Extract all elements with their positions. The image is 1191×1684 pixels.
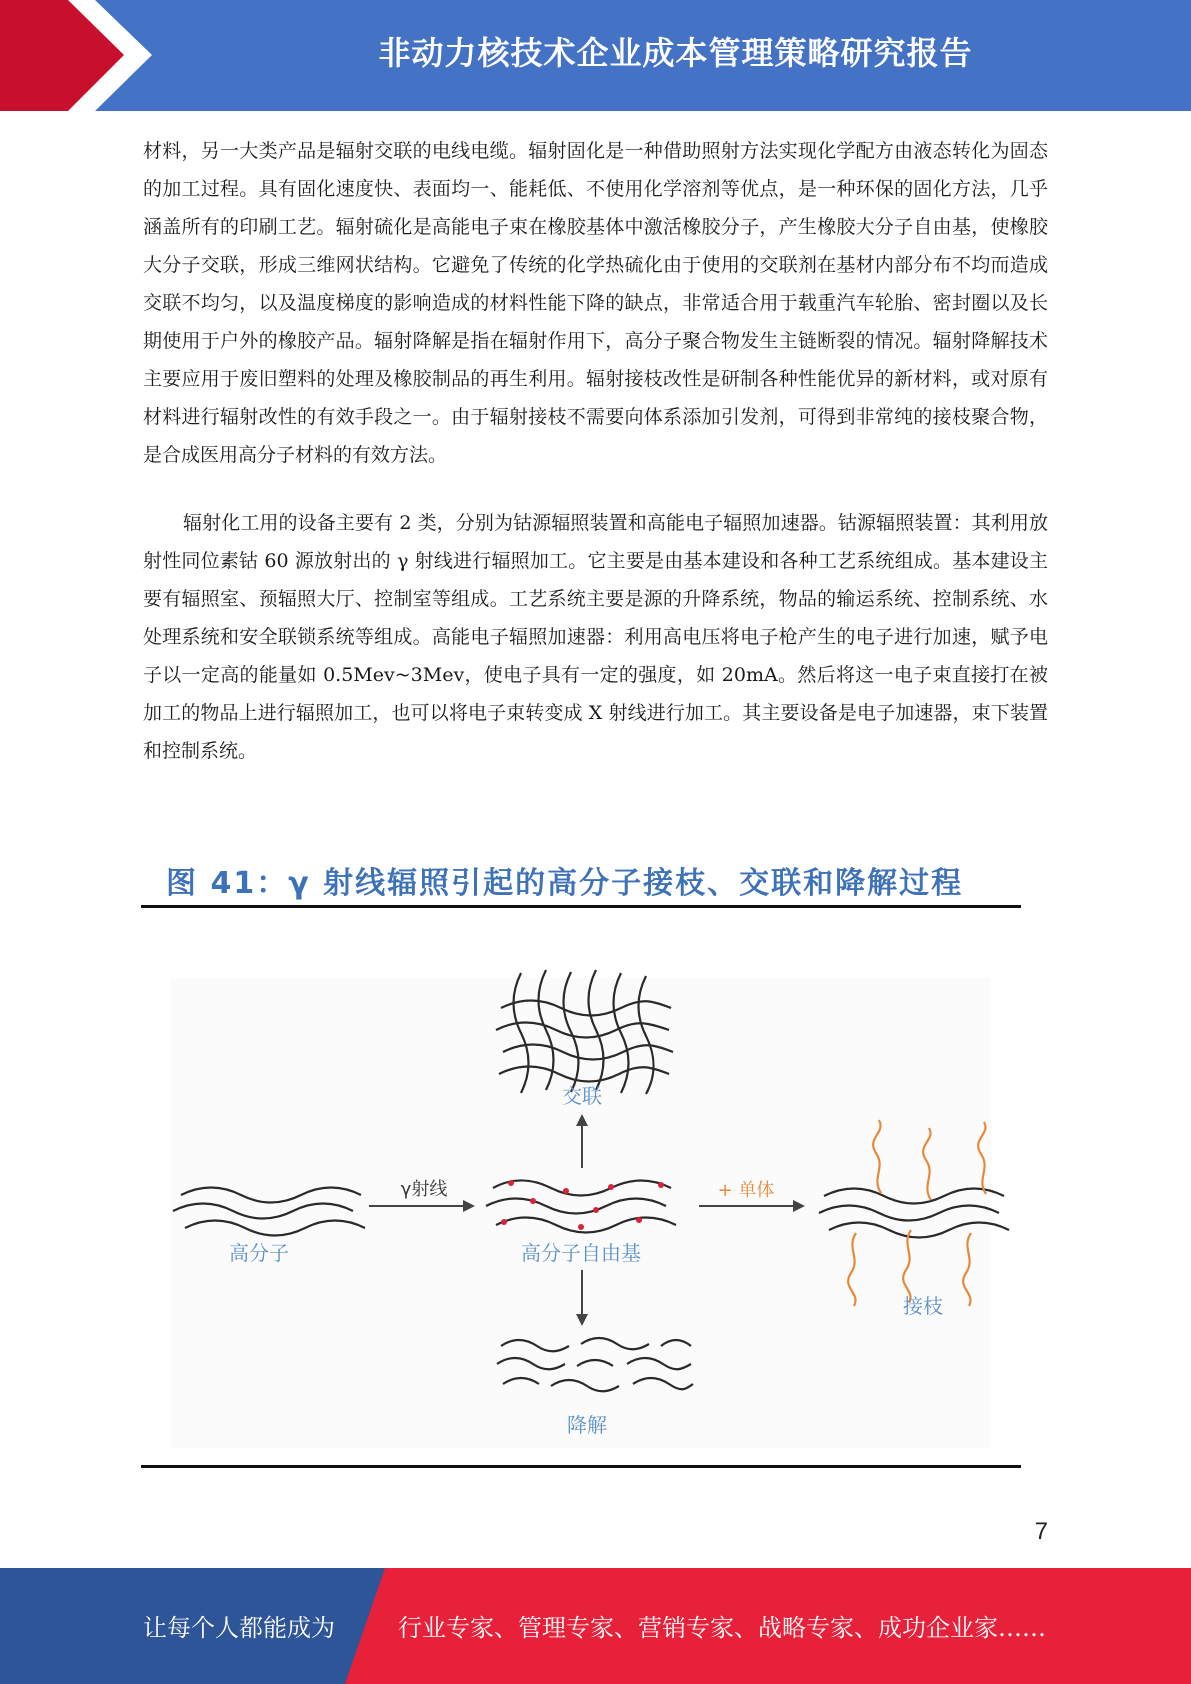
- header-arrow-decoration: [0, 0, 160, 111]
- figure-diagram: [141, 908, 1021, 1465]
- header-title: 非动力核技术企业成本管理策略研究报告: [378, 34, 973, 72]
- label-monomer: + 单体: [717, 1180, 775, 1201]
- body-content: [143, 132, 1048, 770]
- figure-title: 图 41：γ 射线辐照引起的高分子接枝、交联和降解过程: [166, 866, 964, 901]
- label-polymer: 高分子: [229, 1241, 289, 1265]
- page-number: 7: [1034, 1518, 1048, 1545]
- label-degradation: 降解: [567, 1413, 607, 1437]
- label-graft: 接枝: [903, 1294, 943, 1318]
- body-paragraph-2: 辐射化工用的设备主要有 2 类，分别为钴源辐照装置和高能电子辐照加速器。钴源辐照装置：其利用放射性同位素钴 60 源放射出的 γ 射线进行辐照加工。它主要是由基本建设和各种工艺系统组成。基本建设主要有辐照室、预辐照大厅、控制室等组成。工艺系统主要是源的升降系统，物品的输运系统、控制系统、水处理系统和安全联锁系统等组成。高能电子辐照加速器：利用高电压将电子枪产生的电子进行加速，赋予电子以一定高的能量如 0.5Mev~3Mev，使电子具有一定的强度，如 20mA。然后将这一电子束直接打在被加工的物品上进行辐照加工，也可以将电子束转变成 X 射线进行加工。其主要设备是电子加速器，束下装置和控制系统。: [143, 512, 1048, 762]
- footer-slogan-right: 行业专家、管理专家、营销专家、战略专家、成功企业家……: [398, 1614, 1046, 1642]
- label-gamma-ray: γ射线: [400, 1179, 448, 1200]
- label-free-radical: 高分子自由基: [521, 1241, 641, 1265]
- page-footer: [0, 1568, 1191, 1684]
- label-crosslink: 交联: [562, 1084, 602, 1108]
- page-header: [0, 0, 1191, 111]
- figure-bottom-rule: [141, 1465, 1021, 1468]
- body-paragraph-1: 材料，另一大类产品是辐射交联的电线电缆。辐射固化是一种借助照射方法实现化学配方由液态转化为固态的加工过程。具有固化速度快、表面均一、能耗低、不使用化学溶剂等优点，是一种环保的固化方法，几乎涵盖所有的印刷工艺。辐射硫化是高能电子束在橡胶基体中激活橡胶分子，产生橡胶大分子自由基，使橡胶大分子交联，形成三维网状结构。它避免了传统的化学热硫化由于使用的交联剂在基材内部分布不均而造成交联不均匀，以及温度梯度的影响造成的材料性能下降的缺点，非常适合用于载重汽车轮胎、密封圈以及长期使用于户外的橡胶产品。辐射降解是指在辐射作用下，高分子聚合物发生主链断裂的情况。辐射降解技术主要应用于废旧塑料的处理及橡胶制品的再生利用。辐射接枝改性是研制各种性能优异的新材料，或对原有材料进行辐射改性的有效手段之一。由于辐射接枝不需要向体系添加引发剂，可得到非常纯的接枝聚合物，是合成医用高分子材料的有效方法。: [143, 140, 1048, 466]
- footer-slogan-left: 让每个人都能成为: [143, 1614, 335, 1642]
